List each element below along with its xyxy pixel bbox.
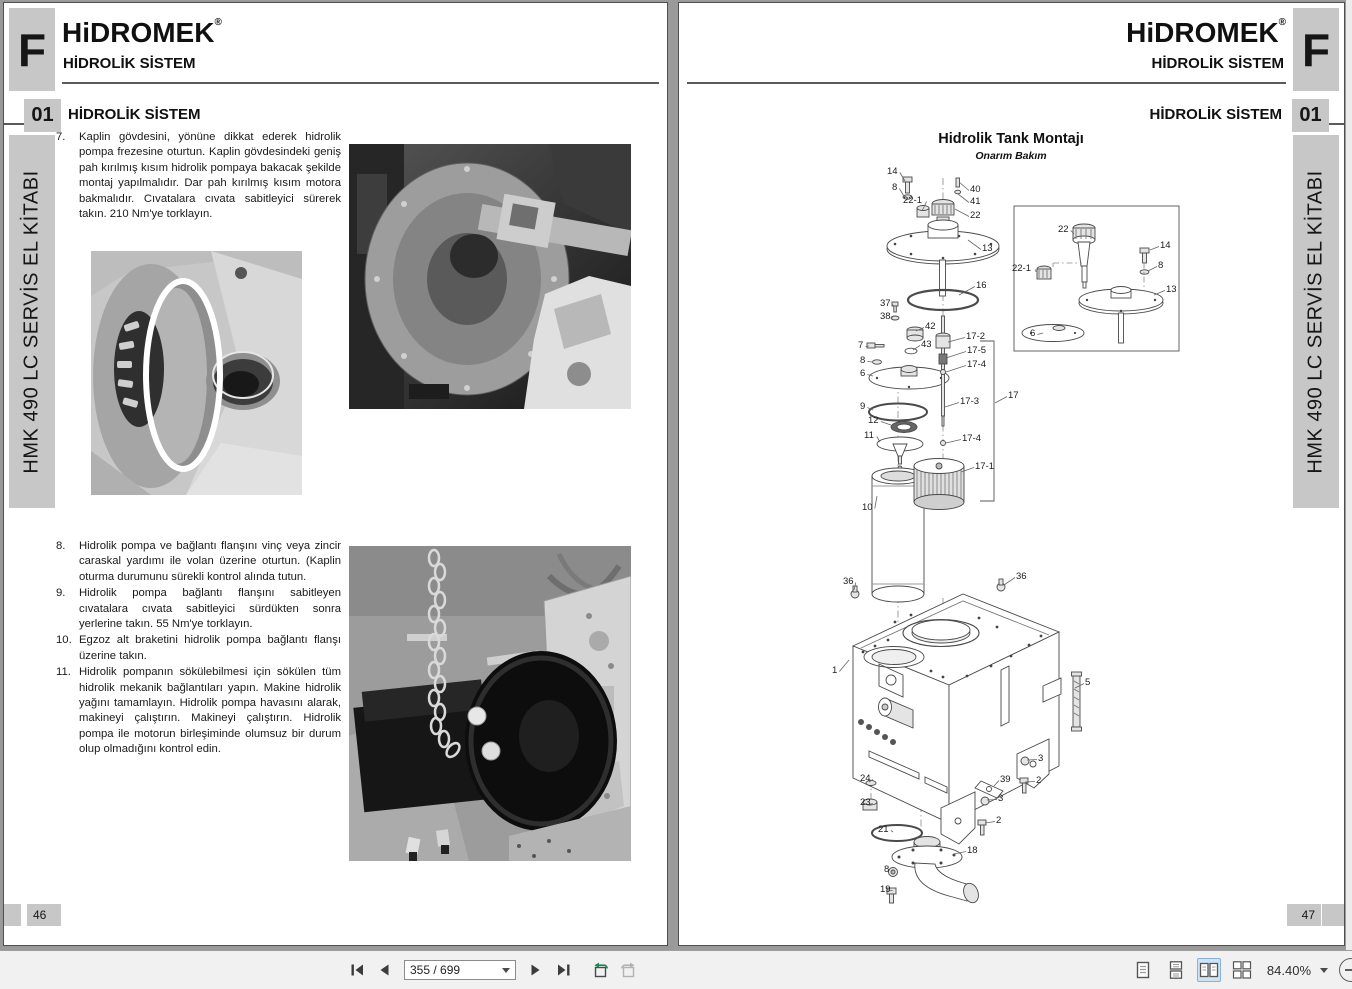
part-label: 17-5 (967, 345, 987, 356)
part-label: 43 (921, 339, 932, 350)
previous-page-button[interactable] (373, 958, 395, 982)
section-number-tab: 01 (24, 99, 61, 132)
item-text: Hidrolik pompanın sökülebilmesi için sökülen tüm hidrolik mekanik bağlantıları yapın. Makine hidrolik yağını tamamlayın. Hidrolik pompa havasını alarak, makineyi çalıştırın. Makineyi çalıştırın. Hidrolik pompa ile motorun birleşiminde olumsuz bir durum olup olmadığını kontrol edin. (79, 666, 341, 756)
item-number: 7. (56, 131, 66, 143)
section-number-tab: 01 (1292, 99, 1329, 132)
item-number: 10. (56, 634, 72, 647)
part-label: 6 (1030, 328, 1036, 339)
part-label: 38 (880, 311, 891, 322)
two-page-layout-icon (1199, 961, 1219, 979)
photo-flywheel-housing (349, 144, 631, 409)
part-label: 14 (1160, 240, 1171, 251)
header-rule (687, 82, 1286, 84)
photo-coupling-chamfer (91, 251, 302, 495)
next-view-button[interactable] (617, 958, 639, 982)
item-number: 11. (56, 666, 71, 679)
part-label: 9 (860, 401, 866, 412)
part-label: 21 (878, 824, 889, 835)
chapter-tab (1293, 8, 1339, 91)
chapter-letter: F (17, 23, 47, 76)
part-label: 37 (880, 298, 891, 309)
exploded-diagram (791, 166, 1191, 906)
list-item (56, 586, 342, 632)
manual-page-46 (3, 2, 668, 946)
list-item (56, 665, 342, 757)
instruction-steps-8-11 (56, 539, 342, 759)
page-number: 46 (27, 904, 61, 926)
page-footer-tab (1322, 904, 1344, 926)
previous-page-icon (378, 963, 390, 977)
part-label: 11 (864, 430, 874, 441)
item-number: 9. (56, 587, 66, 600)
part-label: 13 (982, 243, 993, 254)
part-label: 16 (976, 280, 987, 291)
part-label: 39 (1000, 774, 1011, 785)
part-label: 22 (970, 210, 981, 221)
continuous-scroll-layout-button[interactable] (1164, 958, 1188, 982)
first-page-icon (350, 963, 365, 977)
part-label: 1 (832, 665, 838, 676)
part-label: 8 (1158, 260, 1164, 271)
part-label: 22 (1058, 224, 1069, 235)
page-footer-tab (4, 904, 21, 926)
list-item (56, 633, 342, 664)
section-title: HİDROLİK SİSTEM (68, 106, 201, 123)
part-label: 17-1 (975, 461, 995, 472)
part-label: 18 (967, 845, 978, 856)
page-number: 47 (1287, 904, 1321, 926)
part-label: 22-1 (1012, 263, 1032, 274)
manual-page-47 (678, 2, 1345, 946)
part-label: 13 (1166, 284, 1177, 295)
zoom-dropdown-caret-icon[interactable] (1320, 968, 1328, 973)
section-title: HİDROLİK SİSTEM (1149, 106, 1282, 123)
figure-subtitle: Onarım Bakım (975, 150, 1047, 162)
previous-view-icon (591, 962, 610, 979)
page-navigation-group (346, 951, 639, 989)
part-label: 41 (970, 196, 981, 207)
part-label: 40 (970, 184, 981, 195)
part-label: 12 (868, 415, 879, 426)
part-label: 36 (843, 576, 854, 587)
part-label: 5 (1085, 677, 1091, 688)
brand-logo: HiDROMEK® (62, 17, 222, 48)
part-label: 17 (1008, 390, 1019, 401)
next-view-icon (619, 962, 638, 979)
sidebar-vertical-text: HMK 490 LC SERVİS EL KİTABI (20, 169, 43, 474)
page-number-input[interactable] (405, 962, 502, 978)
next-page-icon (530, 963, 542, 977)
part-label: 23 (860, 797, 871, 808)
last-page-button[interactable] (552, 958, 574, 982)
chapter-header: HİDROLİK SİSTEM (63, 55, 196, 72)
registered-mark: ® (1278, 17, 1286, 28)
leader-lines (791, 166, 1191, 906)
item-text: Hidrolik pompa bağlantı flanşını sabitleyen cıvatalara cıvata sabitleyici sürdükten sonra yerlerine takın. 55 Nm'ye torklayın. (79, 587, 341, 631)
pdf-toolbar (0, 950, 1352, 989)
part-label: 8 (860, 355, 866, 366)
list-item (56, 130, 342, 222)
part-label: 22-1 (903, 195, 923, 206)
section-rule (1329, 123, 1344, 125)
part-label: 17-2 (966, 331, 986, 342)
part-label: 7 (858, 340, 864, 351)
page-dropdown-caret-icon[interactable] (502, 968, 510, 973)
part-label: 19 (880, 884, 891, 895)
part-label: 36 (1016, 571, 1027, 582)
next-page-button[interactable] (525, 958, 547, 982)
single-page-layout-button[interactable] (1131, 958, 1155, 982)
page-indicator-box[interactable] (404, 960, 516, 980)
continuous-scroll-layout-icon (1168, 961, 1184, 979)
chapter-tab (9, 8, 55, 91)
two-page-layout-button[interactable] (1197, 958, 1221, 982)
part-label: 2 (1036, 775, 1042, 786)
registered-mark: ® (214, 17, 222, 28)
zoom-out-button[interactable] (1339, 958, 1352, 982)
figure-title: Hidrolik Tank Montajı (938, 131, 1084, 147)
item-text: Egzoz alt braketini hidrolik pompa bağlantı flanşı üzerine takın. (79, 634, 341, 662)
part-label: 17-3 (960, 396, 980, 407)
sidebar-vertical-text: HMK 490 LC SERVİS EL KİTABI (1304, 169, 1327, 474)
list-item (56, 539, 342, 585)
first-page-button[interactable] (346, 958, 368, 982)
item-number: 8. (56, 540, 66, 552)
part-label: 8 (892, 182, 898, 193)
part-label: 42 (925, 321, 936, 332)
viewer-right-gutter (1346, 0, 1352, 951)
section-rule (4, 123, 24, 125)
sidebar-strip (1293, 135, 1339, 508)
part-label: 3 (998, 793, 1004, 804)
chapter-header: HİDROLİK SİSTEM (1151, 55, 1284, 72)
part-label: 24 (860, 773, 871, 784)
single-page-layout-icon (1135, 961, 1151, 979)
item-text: Kaplin gövdesini, yönüne dikkat ederek hidrolik pompa frezesine oturtun. Kaplin gövdesindeki geniş pah kırılmış kısım hidrolik pompaya bakacak şekilde montaj yapılmalıdır. Dar pah kırılmış kısım motora bakmalıdır. Cıvatalara cıvata sabitleyici sürerek takın. 210 Nm'ye torklayın. (79, 131, 341, 221)
part-label: 14 (887, 166, 898, 177)
last-page-icon (556, 963, 571, 977)
part-label: 10 (862, 502, 873, 513)
part-label: 17-4 (967, 359, 987, 370)
brand-logo: HiDROMEK® (1126, 17, 1286, 48)
part-label: 6 (860, 368, 866, 379)
zoom-level-value[interactable]: 84.40% (1266, 962, 1311, 978)
instruction-step-7 (56, 130, 342, 223)
photo-pump-chain-hoist (349, 546, 631, 861)
part-label: 8 (884, 864, 890, 875)
two-page-continuous-layout-button[interactable] (1230, 958, 1254, 982)
view-history-group (589, 958, 639, 982)
part-label: 2 (996, 815, 1002, 826)
previous-view-button[interactable] (589, 958, 611, 982)
part-label: 3 (1038, 753, 1044, 764)
sidebar-strip (9, 135, 55, 508)
layout-zoom-group (1131, 951, 1328, 989)
two-page-continuous-layout-icon (1232, 961, 1252, 979)
chapter-letter: F (1301, 23, 1331, 76)
part-label: 17-4 (962, 433, 982, 444)
item-text: Hidrolik pompa ve bağlantı flanşını vinç veya zincir caraskal yardımı ile volan üzerine oturtun. (Kaplin oturma durumunu sürekli kontrol alında tutun. (79, 540, 341, 583)
header-rule (62, 82, 659, 84)
